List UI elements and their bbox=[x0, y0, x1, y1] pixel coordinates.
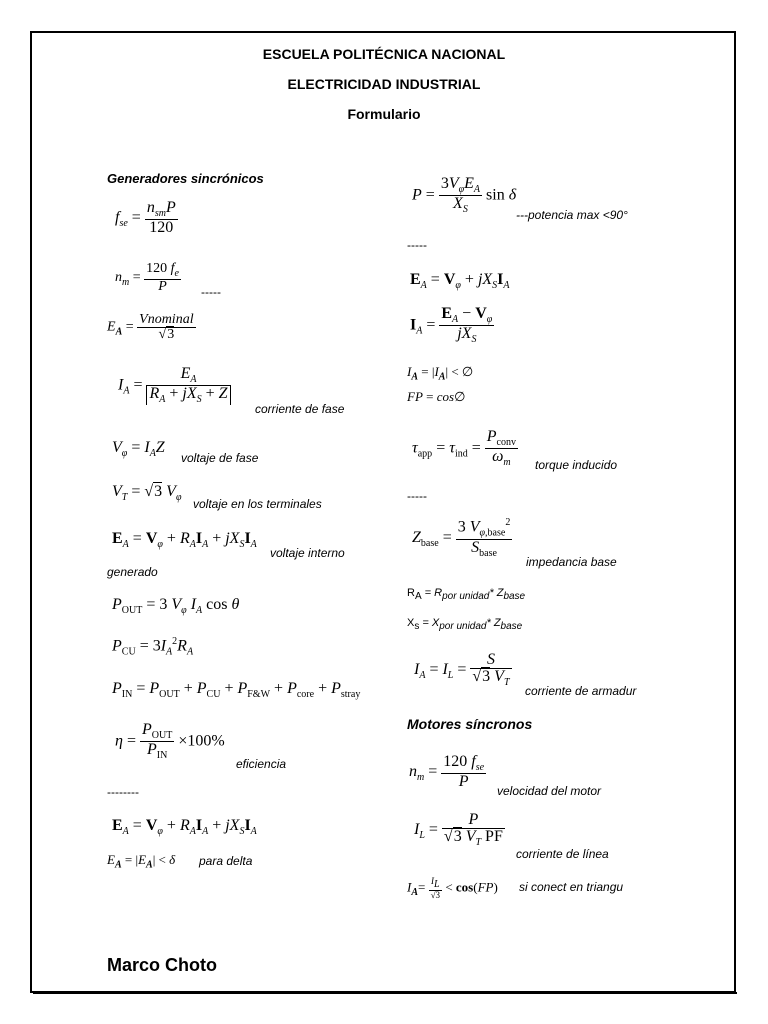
formula-ea-phasor-2: $E_A = V_\varphi + R_AI_A + jX_SI_A$ bbox=[112, 817, 257, 838]
formula-ra: $R_A = R_{por unidad}*$ $Z_{base}$ bbox=[407, 587, 526, 603]
note-voltaje-fase: voltaje de fase bbox=[181, 451, 259, 465]
formula-frequency: $f_{se}$ = $n_{sm}P$ 120 bbox=[115, 199, 176, 237]
note-conect-triangulo: si conect en triangu bbox=[519, 880, 624, 894]
formula-ia-polar: $I_A = |I_A|$ < ∅ bbox=[407, 364, 474, 383]
formula-ia: $I_A$ = $E_A$ $R_A + jX_S + Z$ bbox=[118, 366, 231, 405]
formula-torque: $\tau_{app} = \tau_{ind}$ = $P_{conv}$ $\omega_m$ bbox=[412, 428, 516, 469]
section-motores: Motores síncronos bbox=[407, 716, 533, 732]
course-title: ELECTRICIDAD INDUSTRIAL bbox=[287, 76, 481, 92]
formula-ea-nominal: $E_A$ = Vnominal √3 bbox=[107, 312, 194, 342]
formula-pin: $P_{IN} = P_{OUT} + P_{CU} + P_{F\&W} + P_{core} + P_{stray}$ bbox=[112, 680, 361, 701]
formula-speed: $n_m$ = $\frac{120 f_e}{P}$ bbox=[115, 261, 179, 294]
note-velocidad-motor: velocidad del motor bbox=[497, 784, 602, 798]
formula-ia-triangle: $I_A=$ $\frac{I_L}{√3}$ < cos(FP) bbox=[407, 876, 498, 900]
separator: ----- bbox=[201, 285, 221, 299]
formula-pcu: $P_{CU} = 3I_A^2R_A$ bbox=[112, 636, 194, 658]
section-generadores: Generadores sincrónicos bbox=[107, 171, 264, 186]
formula-vt: $V_T = √3$ $V_\varphi$ bbox=[112, 483, 182, 504]
school-title: ESCUELA POLITÉCNICA NACIONAL bbox=[262, 46, 506, 62]
separator: -------- bbox=[107, 785, 139, 799]
formula-pout: $P_{OUT} = 3$ $V_\varphi$ $I_A$ cos θ bbox=[112, 596, 240, 617]
note-para-delta: para delta bbox=[199, 854, 253, 868]
note-corriente-linea: corriente de línea bbox=[516, 847, 609, 861]
note-impedancia-base: impedancia base bbox=[526, 555, 617, 569]
note-torque-inducido: torque inducido bbox=[535, 458, 618, 472]
formula-xs: $X_s = X_{por unidad}*$ $Z_{base}$ bbox=[407, 617, 523, 633]
formula-il-line: $I_L$ = $\frac{P}{√3 V_T PF}$ bbox=[414, 811, 503, 849]
page-border-bottom bbox=[33, 992, 737, 994]
formula-power: P = $3V_\varphi E_A$ $X_S$ sin δ bbox=[412, 175, 517, 216]
formula-ea-phasor: $E_A = V_\varphi + R_AI_A + jX_SI_A$ bbox=[112, 530, 257, 551]
note-voltaje-interno: voltaje interno bbox=[270, 546, 345, 560]
separator: ----- bbox=[407, 238, 427, 252]
separator: ----- bbox=[407, 489, 427, 503]
formula-vphi: $V_\varphi = I_AZ$ bbox=[112, 439, 165, 460]
formula-fp: FP = cos∅ bbox=[407, 389, 466, 404]
formula-ea-motor: $E_A = V_\varphi + jX_SI_A$ bbox=[410, 271, 510, 292]
formula-zbase: $Z_{base}$ = 3 $V_{\varphi,base}^2$ $S_{base}$ bbox=[412, 517, 511, 559]
document-title: Formulario bbox=[347, 106, 421, 122]
author-signature: Marco Choto bbox=[107, 955, 217, 975]
note-generado: generado bbox=[107, 565, 158, 579]
note-corriente-armadura: corriente de armadur bbox=[525, 684, 637, 698]
note-eficiencia: eficiencia bbox=[236, 757, 287, 771]
formula-il-armature: $I_A = I_L$ = $\frac{S}{√3 V_T}$ bbox=[414, 651, 510, 689]
note-voltaje-terminales: voltaje en los terminales bbox=[193, 497, 322, 511]
formula-motor-speed: $n_m$ = 120 $f_{se}$ P bbox=[409, 753, 485, 791]
note-corriente-fase: corriente de fase bbox=[255, 402, 345, 416]
formula-ea-delta: $E_A = |E_A| < \delta$ bbox=[107, 852, 176, 871]
formula-ia-motor: $I_A$ = $E_A - V_\varphi$ $jX_S$ bbox=[410, 305, 493, 346]
note-potencia-max: ---potencia max <90° bbox=[516, 208, 628, 222]
formula-efficiency: η = $P_{OUT}$ $P_{IN}$ ×100% bbox=[115, 721, 225, 762]
